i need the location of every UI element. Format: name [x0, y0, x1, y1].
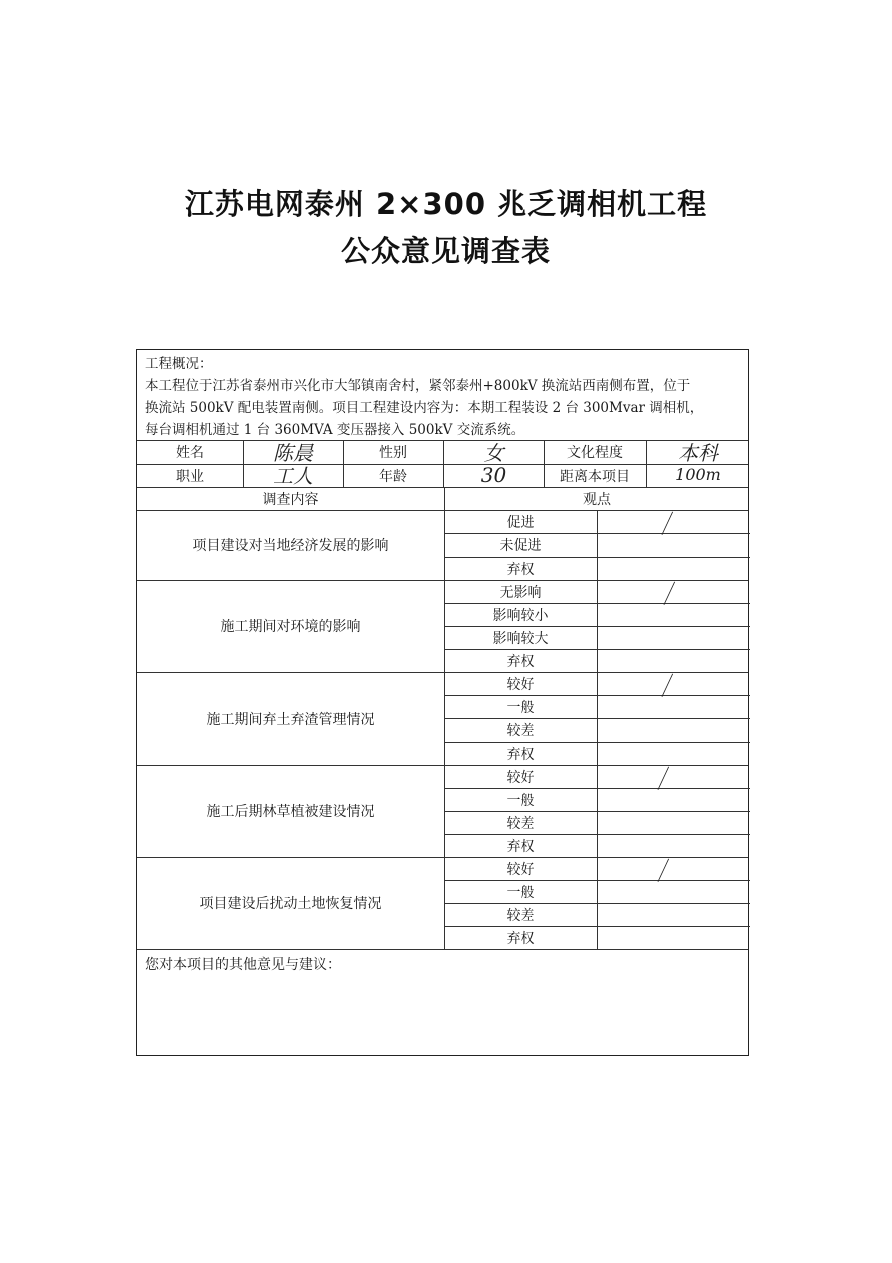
survey-form [136, 349, 749, 1056]
opinion-header: 观点 [583, 491, 611, 508]
option-label: 较差 [506, 815, 535, 832]
name-value: 陈晨 [273, 440, 313, 465]
project-overview [137, 350, 748, 440]
education-label: 文化程度 [567, 445, 623, 461]
question-text: 项目建设对当地经济发展的影响 [192, 538, 389, 554]
option-label: 影响较大 [492, 630, 549, 647]
option-label: 较好 [506, 769, 535, 786]
check-mark: ／ [654, 671, 682, 701]
other-opinions-label: 您对本项目的其他意见与建议： [145, 957, 341, 973]
job-value: 工人 [273, 464, 313, 488]
distance-value: 100m [675, 465, 721, 484]
option-label: 促进 [506, 514, 535, 531]
option-label: 无影响 [499, 584, 542, 601]
age-value: 30 [480, 462, 507, 487]
option-label: 弃权 [506, 561, 535, 578]
option-label: 较好 [506, 676, 535, 693]
option-label: 一般 [506, 884, 535, 901]
education-value: 本科 [678, 440, 718, 465]
question-text: 项目建设后扰动土地恢复情况 [199, 896, 382, 912]
option-label: 弃权 [506, 746, 535, 763]
job-label: 职业 [176, 468, 204, 485]
question-text: 施工后期林草植被建设情况 [206, 804, 375, 820]
content-header: 调查内容 [262, 491, 319, 508]
option-label: 较差 [506, 723, 535, 739]
option-label: 弃权 [506, 653, 535, 670]
option-label: 影响较小 [492, 607, 549, 624]
distance-label: 距离本项目 [560, 468, 630, 485]
option-label: 一般 [506, 699, 535, 716]
gender-label: 性别 [379, 445, 407, 461]
question-text: 施工期间对环境的影响 [220, 619, 361, 635]
name-label: 姓名 [176, 445, 204, 461]
check-mark: ／ [656, 579, 684, 609]
option-label: 一般 [506, 792, 535, 809]
check-mark: ／ [654, 509, 682, 539]
form-title: 江苏电网泰州 2×300 兆乏调相机工程 [184, 187, 708, 221]
overview-line: 换流站 500kV 配电装置南侧。项目工程建设内容为：本期工程装设 2 台 300Mvar 调相机， [145, 400, 704, 416]
check-mark: ／ [650, 764, 678, 794]
option-label: 弃权 [506, 930, 535, 947]
option-label: 弃权 [506, 838, 535, 855]
option-label: 未促进 [499, 538, 542, 554]
overview-line: 本工程位于江苏省泰州市兴化市大邹镇南舍村，紧邻泰州+800kV 换流站西南侧布置，位于 [145, 378, 691, 394]
gender-value: 女 [483, 440, 504, 465]
overview-label: 工程概况： [145, 356, 213, 372]
option-label: 较差 [506, 907, 535, 924]
overview-line: 每台调相机通过 1 台 360MVA 变压器接入 500kV 交流系统。 [145, 422, 525, 438]
option-label: 较好 [506, 861, 535, 878]
age-label: 年龄 [379, 468, 407, 485]
question-text: 施工期间弃土弃渣管理情况 [206, 711, 375, 728]
form-subtitle: 公众意见调查表 [340, 234, 551, 268]
check-mark: ／ [650, 856, 678, 886]
